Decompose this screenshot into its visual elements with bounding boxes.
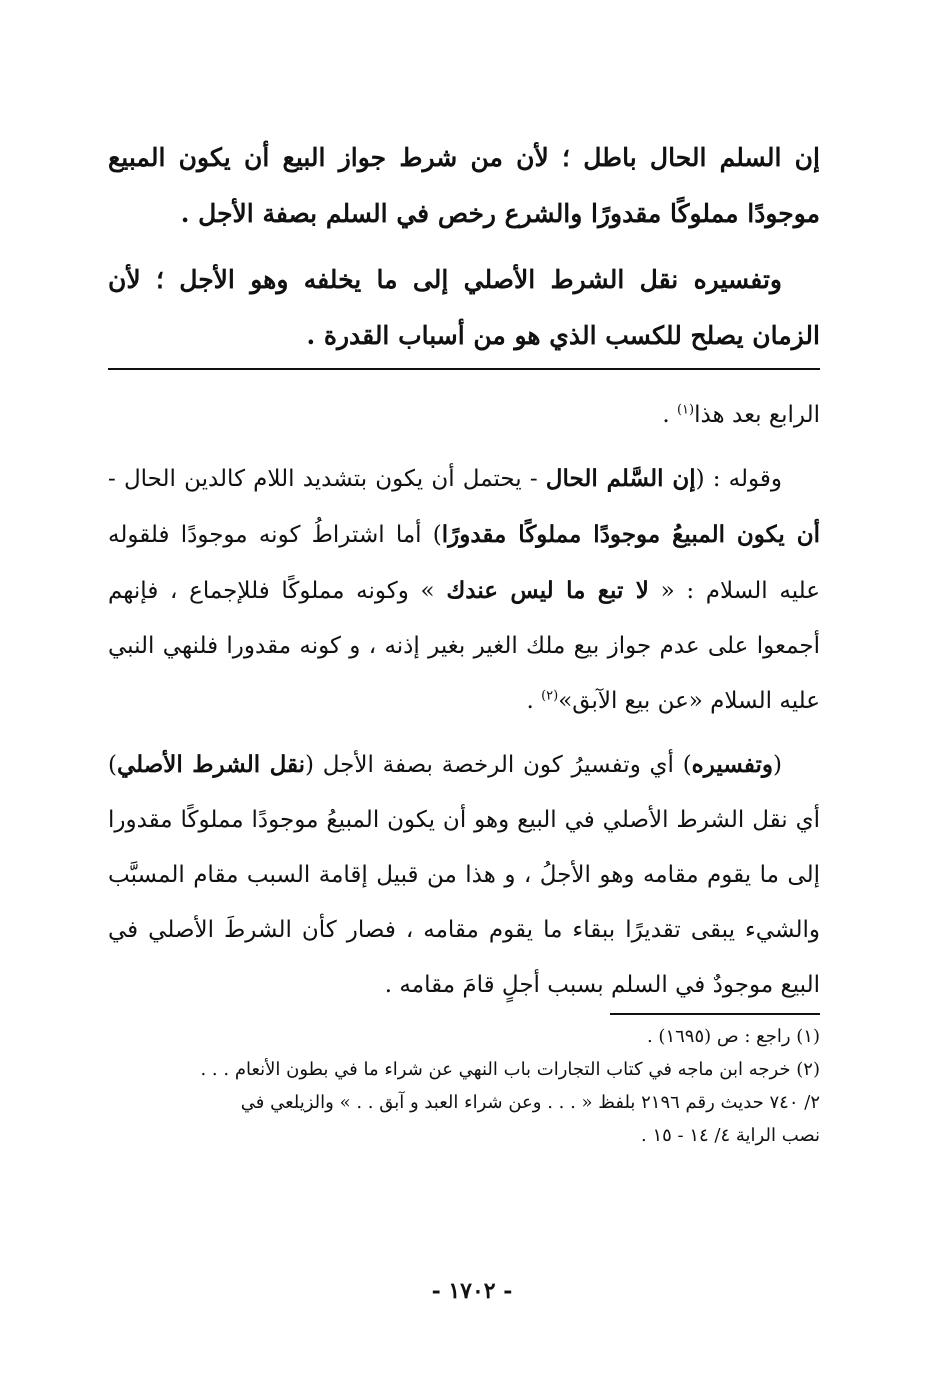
footnotes-divider xyxy=(610,1013,820,1015)
page-number: - ١٧٠٢ - xyxy=(431,1278,513,1304)
commentary-text-span: وقوله : ( xyxy=(695,466,782,492)
commentary-text-span: ( xyxy=(773,752,782,778)
commentary-text xyxy=(108,388,820,1021)
commentary-paragraph-2 xyxy=(108,451,820,729)
footnote-2-line-3: نصب الراية ٤/ ١٤ - ١٥ . xyxy=(641,1125,820,1146)
commentary-text-span: - يحتمل أن يكون بتشديد اللام كالدين الحال - xyxy=(108,466,546,492)
commentary-text-span: . xyxy=(526,688,542,714)
commentary-text-span: ) أما اشتراطُ كونه موجودًا فلقوله عليه السلام : « xyxy=(108,522,820,604)
quoted-matn: وتفسيره xyxy=(691,751,774,778)
footnotes xyxy=(108,1020,820,1152)
commentary-text-span: ) أي وتفسيرُ كون الرخصة بصفة الأجل ( xyxy=(305,752,692,778)
footnote-1: (١) راجع : ص (١٦٩٥) . xyxy=(646,1026,820,1047)
main-divider xyxy=(108,368,820,370)
commentary-text-span: . xyxy=(662,402,677,428)
commentary-text-span: » وكونه مملوكًا فللإجماع ، فإنهم أجمعوا على عدم جواز بيع ملك الغير بغير إذنه ، و كونه مقدورا فلنهي النبي عليه السلام «عن بيع الآبق» xyxy=(108,578,820,714)
commentary-paragraph-1 xyxy=(108,388,820,443)
quoted-matn: أن يكون المبيعُ موجودًا مملوكًا مقدورًا xyxy=(441,521,820,548)
commentary-text-span: ) أي نقل الشرط الأصلي في البيع وهو أن يكون المبيعُ موجودًا مملوكًا مقدورا إلى ما يقوم مقامه وهو الأجلُ ، و هذا من قبيل إقامة السبب مقام المسبَّب والشيء يبقى تقديرًا ببقاء ما يقوم مقامه ، فصار كأن الشرطَ الأصلي في البيع موجودٌ في السلم بسبب أجلٍ قامَ مقامه . xyxy=(108,752,820,998)
quoted-matn: إن السَّلم الحال xyxy=(545,465,696,492)
main-text xyxy=(108,130,820,374)
footnote-ref-2: (٢) xyxy=(541,688,559,704)
main-text-paragraph-2: وتفسيره نقل الشرط الأصلي إلى ما يخلفه وهو الأجل ؛ لأن الزمان يصلح للكسب الذي هو من أسباب القدرة . xyxy=(108,265,820,350)
commentary-paragraph-3 xyxy=(108,737,820,1013)
footnote-ref-1: (١) xyxy=(676,402,695,418)
commentary-text-span: الرابع بعد هذا xyxy=(694,402,820,428)
footnote-2-line-1: (٢) خرجه ابن ماجه في كتاب التجارات باب النهي عن شراء ما في بطون الأنعام . . . xyxy=(200,1059,820,1080)
footnote-2-line-2: ٢/ ٧٤٠ حديث رقم ٢١٩٦ بلفظ « . . . وعن شراء العبد و آبق . . » والزيلعي في xyxy=(240,1092,820,1113)
main-text-paragraph-1: إن السلم الحال باطل ؛ لأن من شرط جواز البيع أن يكون المبيع موجودًا مملوكًا مقدورًا والشرع رخص في السلم بصفة الأجل . xyxy=(108,143,820,228)
quoted-hadith: لا تبع ما ليس عندك xyxy=(446,577,649,604)
quoted-matn: نقل الشرط الأصلي xyxy=(116,751,306,778)
